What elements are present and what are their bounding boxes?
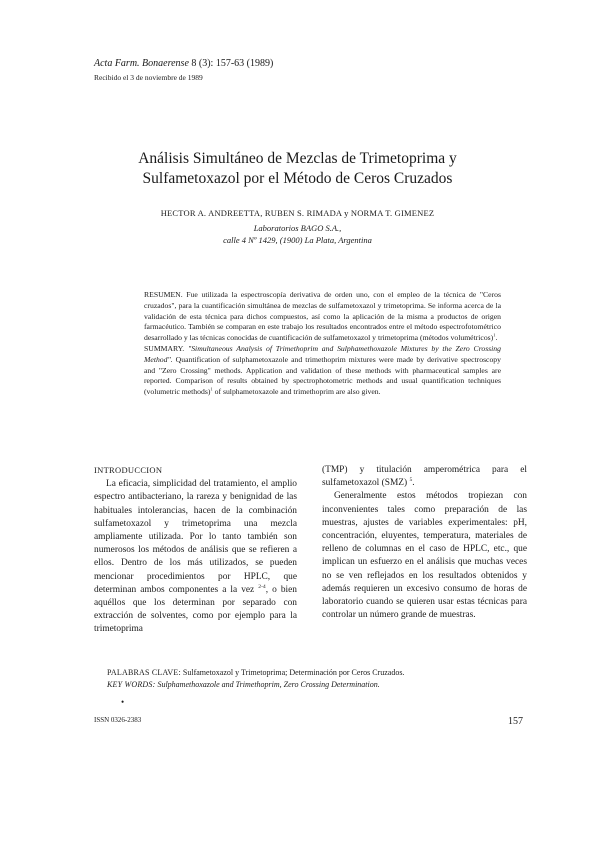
intro-paragraph-2: Generalmente estos métodos tropiezan con inconvenientes tales como preparación de las muestras, ajustes de variables experimentales: pH, concentración, eluyentes, temperatura, materiales de relleno de columnas en el caso de HPLC, etc., que implican un esfuerzo en el análisis que muchas veces no se ven reflejados en los resultados obtenidos y además requieren un excesivo consumo de horas de laboratorio cuando se quieren usar estas técnicas para controlar un número grande de muestras.: [322, 491, 527, 621]
summary: [144, 344, 501, 398]
right-column: [322, 464, 527, 622]
continuation-end: .: [412, 478, 415, 489]
title-line-2: Sulfametoxazol por el Método de Ceros Cruzados: [142, 170, 453, 187]
citation-ref: 2-4: [258, 583, 266, 590]
summary-end: of sulphametoxazole and trimethoprim are also given.: [212, 387, 381, 397]
received-date: Recibido el 3 de noviembre de 1989: [94, 73, 203, 82]
resumen: [144, 290, 501, 344]
summary-title: "Simultaneous Analysis of Trimethoprim and Sulphamethoxazole Mixtures by the Zero Crossing Method".: [144, 343, 501, 364]
affiliation: [60, 222, 535, 246]
left-column: [94, 464, 297, 637]
authors: HECTOR A. ANDREETTA, RUBEN S. RIMADA y NORMA T. GIMENEZ: [160, 208, 435, 218]
intro-paragraph-1: [94, 478, 297, 636]
keywords-es: [107, 667, 527, 679]
resumen-end: .: [495, 333, 498, 343]
summary-label: SUMMARY.: [144, 343, 188, 353]
issn: ISSN 0326-2383: [94, 716, 142, 724]
section-heading: INTRODUCCION: [94, 465, 163, 475]
resumen-ref: 1: [493, 332, 496, 338]
summary-text: Quantification of sulphametoxazole and trimethoprim mixtures were made by derivative spectroscopy and "Zero Crossing" methods. Application and validation of these methods with pharmaceutical samples are reported. Comparison of results obtained by spectrophotometric methods and usual quantification techniques (volumetric methods): [144, 354, 501, 397]
article-title: [60, 149, 535, 189]
keywords-en-label: KEY WORDS:: [107, 680, 156, 689]
abstract: [144, 290, 501, 398]
summary-ref: 1: [210, 386, 213, 392]
journal-citation: [94, 58, 273, 69]
keywords: [107, 667, 527, 691]
keywords-es-text: Sulfametoxazol y Trimetoprima; Determinación por Ceros Cruzados.: [180, 668, 405, 677]
keywords-en: [107, 679, 527, 691]
intro-continuation: [322, 464, 527, 490]
affiliation-line-1: Laboratorios BAGO S.A.,: [253, 223, 342, 233]
footnote-mark: •: [121, 697, 125, 707]
intro-text-end: , o bien aquéllos que los determinan por separado con extracción de solventes, como por ejemplo para la trimetoprima: [94, 584, 297, 635]
journal-volume: 8 (3): 157-63 (1989): [188, 58, 274, 69]
title-line-1: Análisis Simultáneo de Mezclas de Trimetoprima y: [138, 150, 457, 167]
keywords-en-text: Sulphamethoxazole and Trimethoprim, Zero Crossing Determination.: [155, 680, 380, 689]
keywords-es-label: PALABRAS CLAVE:: [107, 668, 181, 677]
page-number: 157: [508, 716, 523, 727]
citation-ref: 5: [409, 477, 413, 484]
continuation-text: (TMP) y titulación amperométrica para el sulfametoxazol (SMZ): [322, 465, 527, 489]
journal-name: Acta Farm. Bonaerense: [94, 58, 189, 69]
resumen-text: RESUMEN. Fue utilizada la espectroscopía derivativa de orden uno, con el empleo de la técnica de "Ceros cruzados", para la cuantificación simultánea de mezclas de sulfametoxazol y trimetoprima. Se informa acerca de la validación de esta técnica para dichos compuestos, así como la aplicación de la misma a productos de origen farmacéutico. También se comparan en este trabajo los resultados encontrados entre el método espectrofotométrico desarrollado y las técnicas conocidas de cuantificación de sulfametoxazol y trimetoprima (métodos volumétricos): [144, 290, 501, 343]
affiliation-line-2: calle 4 Nº 1429, (1900) La Plata, Argentina: [223, 235, 372, 245]
intro-text: La eficacia, simplicidad del tratamiento, el amplio espectro antibacteriano, la rareza y benignidad de las habituales intolerancias, hacen de la combinación sulfametoxazol y trimetoprima una mezcla ampliamente utilizada. Por lo tanto también son numerosos los métodos de análisis que se refieren a ellos. Dentro de los más utilizados, se pueden mencionar procedimientos por HPLC, que determinan ambos componentes a la vez: [94, 479, 297, 595]
